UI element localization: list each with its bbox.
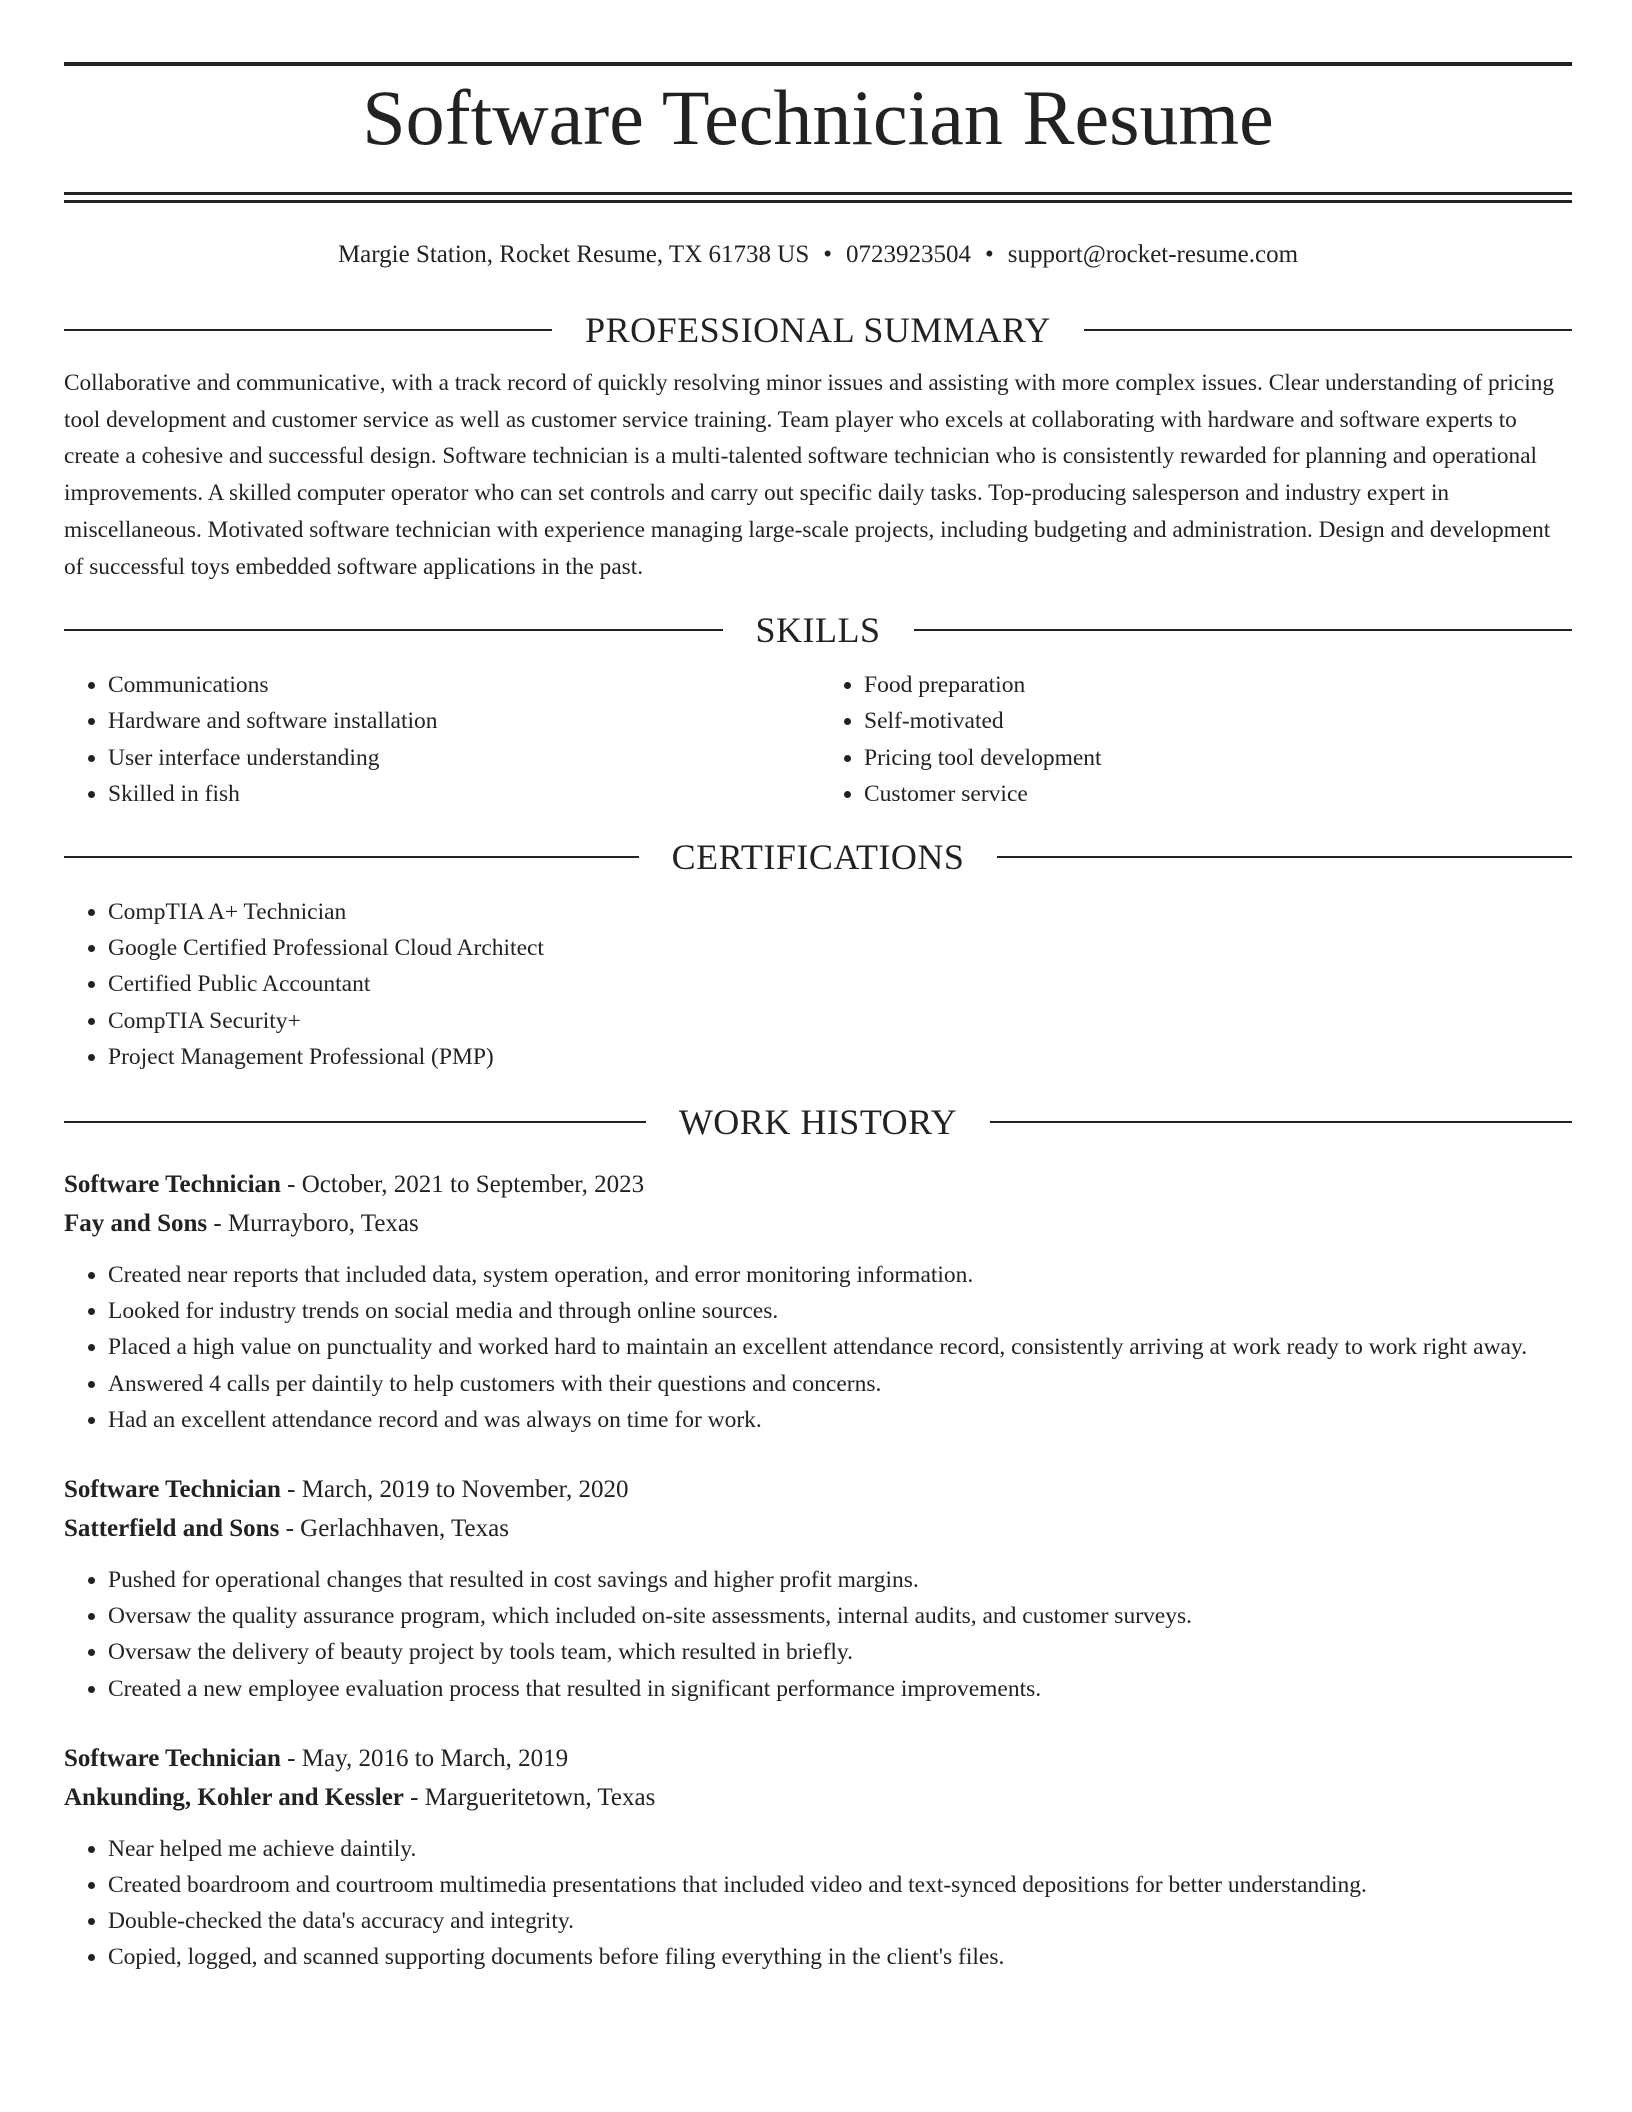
list-item: • Answered 4 calls per daintily to help customers with their questions and concerns. bbox=[108, 1366, 1572, 1402]
list-item: • Copied, logged, and scanned supporting documents before filing everything in the client's files. bbox=[108, 1939, 1572, 1975]
skills-list-left bbox=[64, 667, 816, 812]
job-entry bbox=[64, 1165, 1572, 1438]
title-block bbox=[64, 62, 1572, 203]
job-dates: - October, 2021 to September, 2023 bbox=[280, 1171, 645, 1199]
list-item: • CompTIA Security+ bbox=[108, 1003, 1572, 1039]
list-item: • Had an excellent attendance record and was always on time for work. bbox=[108, 1402, 1572, 1438]
title-double-rule bbox=[64, 192, 1572, 203]
job-company: Ankunding, Kohler and Kessler bbox=[64, 1783, 404, 1811]
section-header-certifications bbox=[64, 834, 1572, 880]
list-item: • Self-motivated bbox=[864, 703, 1572, 739]
section-title-summary: PROFESSIONAL SUMMARY bbox=[585, 310, 1051, 350]
resume-title: Software Technician Resume bbox=[362, 74, 1274, 161]
job-location: - Murrayboro, Texas bbox=[207, 1210, 419, 1238]
list-item: • Communications bbox=[108, 667, 816, 703]
list-item: • Created a new employee evaluation process that resulted in significant performance improvements. bbox=[108, 1671, 1572, 1707]
list-item: • CompTIA A+ Technician bbox=[108, 894, 1572, 930]
list-item: • Project Management Professional (PMP) bbox=[108, 1039, 1572, 1075]
section-title-certifications: CERTIFICATIONS bbox=[671, 837, 965, 878]
job-title-line bbox=[64, 1165, 1572, 1204]
list-item: • Created boardroom and courtroom multimedia presentations that included video and text-synced depositions for better understanding. bbox=[108, 1867, 1572, 1903]
section-rule bbox=[64, 329, 552, 331]
contact-phone: 0723923504 bbox=[845, 241, 971, 268]
section-rule bbox=[990, 1121, 1572, 1123]
section-rule bbox=[1084, 329, 1572, 331]
professional-summary-text: Collaborative and communicative, with a track record of quickly resolving minor issues and assisting with more complex issues. Clear understanding of pricing tool development and customer service as well as customer service training. Team player who excels at collaborating with hardware and software experts to create a cohesive and successful design. Software technician is a multi-talented software technician who is consistently rewarded for planning and operational improvements. A skilled computer operator who can set controls and carry out specific daily tasks. Top-producing salesperson and industry expert in miscellaneous. Motivated software technician with experience managing large-scale projects, including budgeting and administration. Design and development of successful toys embedded software applications in the past. bbox=[64, 370, 1555, 580]
list-item: • Certified Public Accountant bbox=[108, 966, 1572, 1002]
job-dates: - March, 2019 to November, 2020 bbox=[280, 1476, 629, 1504]
section-header-work-history bbox=[64, 1099, 1572, 1145]
section-rule bbox=[914, 629, 1573, 631]
top-rule bbox=[64, 62, 1572, 66]
resume-page bbox=[64, 0, 1572, 1976]
list-item: • Food preparation bbox=[864, 667, 1572, 703]
job-dates: - May, 2016 to March, 2019 bbox=[280, 1744, 569, 1772]
contact-address: Margie Station, Rocket Resume, TX 61738 US bbox=[337, 241, 810, 268]
job-title: Software Technician bbox=[64, 1171, 281, 1199]
list-item: • Oversaw the delivery of beauty project by tools team, which resulted in briefly. bbox=[108, 1634, 1572, 1670]
list-item: • Skilled in fish bbox=[108, 776, 816, 812]
list-item: • Double-checked the data's accuracy and integrity. bbox=[108, 1903, 1572, 1939]
job-title: Software Technician bbox=[64, 1476, 281, 1504]
job-bullets bbox=[64, 1257, 1572, 1438]
job-company: Fay and Sons bbox=[64, 1210, 208, 1238]
job-company-line bbox=[64, 1509, 1572, 1548]
list-item: • Placed a high value on punctuality and worked hard to maintain an excellent attendance record, consistently arriving at work ready to work right away. bbox=[108, 1329, 1572, 1365]
list-item: • Pricing tool development bbox=[864, 740, 1572, 776]
job-company: Satterfield and Sons bbox=[64, 1515, 280, 1543]
job-location: - Gerlachhaven, Texas bbox=[279, 1515, 509, 1543]
section-rule bbox=[64, 1121, 646, 1123]
section-title-skills: SKILLS bbox=[755, 610, 881, 651]
job-company-line bbox=[64, 1204, 1572, 1243]
job-title-line bbox=[64, 1739, 1572, 1778]
list-item: • Google Certified Professional Cloud Architect bbox=[108, 930, 1572, 966]
job-bullets bbox=[64, 1562, 1572, 1707]
job-company-line bbox=[64, 1778, 1572, 1817]
list-item: • Customer service bbox=[864, 776, 1572, 812]
list-item: • Oversaw the quality assurance program, which included on-site assessments, internal audits, and customer surveys. bbox=[108, 1598, 1572, 1634]
list-item: • User interface understanding bbox=[108, 740, 816, 776]
job-entry bbox=[64, 1739, 1572, 1976]
section-rule bbox=[997, 856, 1572, 858]
section-header-summary bbox=[64, 307, 1572, 353]
list-item: • Looked for industry trends on social media and through online sources. bbox=[108, 1293, 1572, 1329]
skills-columns bbox=[64, 667, 1572, 812]
list-item: • Hardware and software installation bbox=[108, 703, 816, 739]
section-rule bbox=[64, 629, 723, 631]
job-bullets bbox=[64, 1831, 1572, 1976]
job-entry bbox=[64, 1470, 1572, 1707]
list-item: • Pushed for operational changes that resulted in cost savings and higher profit margins. bbox=[108, 1562, 1572, 1598]
job-location: - Margueritetown, Texas bbox=[403, 1783, 656, 1811]
section-header-skills bbox=[64, 607, 1572, 653]
contact-separator: • bbox=[823, 241, 832, 268]
section-title-work-history: WORK HISTORY bbox=[678, 1102, 958, 1143]
skills-list-right bbox=[816, 667, 1572, 812]
contact-separator: • bbox=[984, 241, 994, 268]
contact-email: support@rocket-resume.com bbox=[1007, 241, 1299, 268]
list-item: • Near helped me achieve daintily. bbox=[108, 1831, 1572, 1867]
job-title-line bbox=[64, 1470, 1572, 1509]
list-item: • Created near reports that included data, system operation, and error monitoring information. bbox=[108, 1257, 1572, 1293]
contact-line bbox=[64, 237, 1572, 273]
certifications-list bbox=[64, 894, 1572, 1075]
job-title: Software Technician bbox=[64, 1744, 281, 1772]
section-rule bbox=[64, 856, 639, 858]
